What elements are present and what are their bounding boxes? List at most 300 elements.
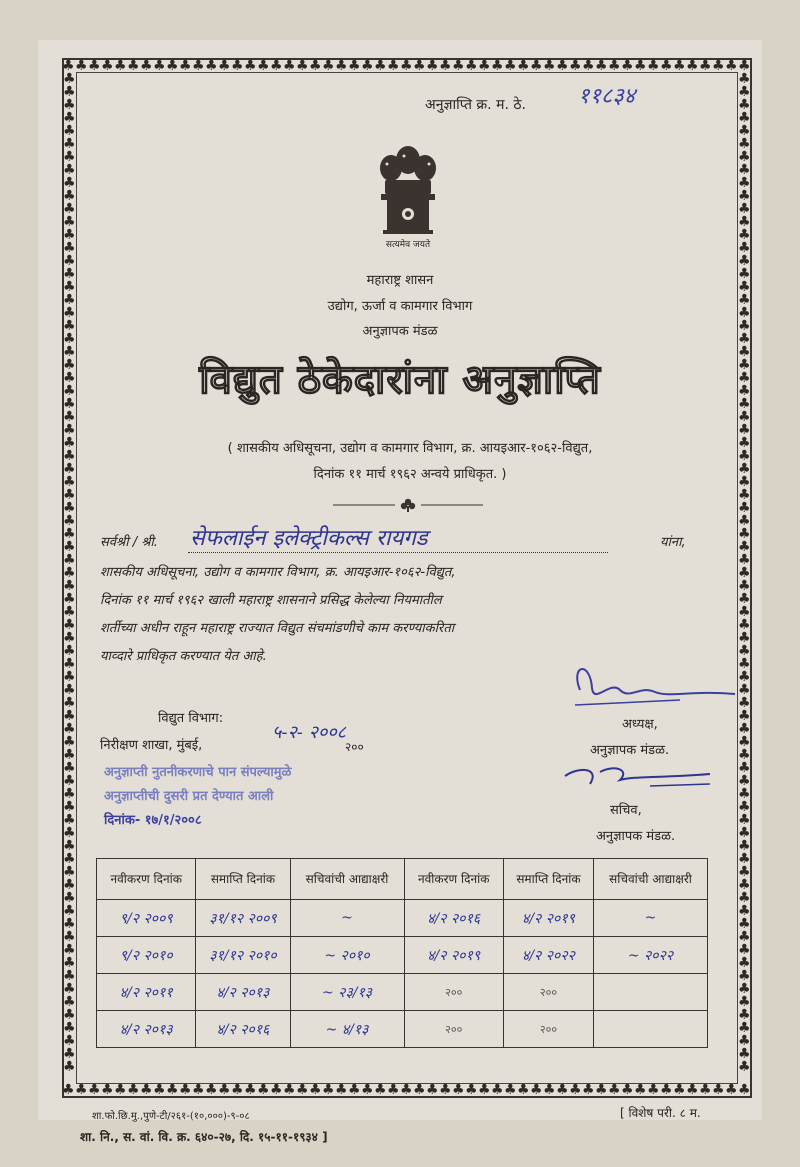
- border-ornament-icon: ♣: [335, 58, 348, 74]
- border-ornament-icon: ♣: [738, 630, 751, 646]
- border-ornament-icon: ♣: [452, 1082, 465, 1098]
- table-cell: ३१/१२ २००९: [196, 900, 290, 937]
- border-ornament-icon: ♣: [63, 71, 76, 87]
- border-ornament-icon: ♣: [738, 370, 751, 386]
- border-ornament-icon: ♣: [738, 162, 751, 178]
- body-line-3: दिनांक ११ मार्च १९६२ खाली महाराष्ट्र शासनाने प्रसिद्ध केलेल्या नियमातील: [100, 593, 442, 608]
- border-ornament-icon: ♣: [63, 552, 76, 568]
- border-ornament-icon: ♣: [504, 1082, 517, 1098]
- border-ornament-icon: ♣: [738, 513, 751, 529]
- border-ornament-icon: ♣: [127, 58, 140, 74]
- border-ornament-icon: ♣: [63, 890, 76, 906]
- border-ornament-icon: ♣: [270, 58, 283, 74]
- table-cell: ३१/१२ २०१०: [196, 937, 290, 974]
- border-ornament-icon: ♣: [361, 1082, 374, 1098]
- border-ornament-icon: ♣: [738, 604, 751, 620]
- border-ornament-icon: ♣: [348, 58, 361, 74]
- border-ornament-icon: ♣: [140, 58, 153, 74]
- col-secretary-initials-1: सचिवांची आद्याक्षरी: [290, 859, 404, 900]
- table-cell: ९/२ २०१०: [97, 937, 196, 974]
- body-line-4: शर्तीच्या अधीन राहून महाराष्ट्र राज्यात विद्युत संचमांडणीचे काम करण्याकरिता: [100, 621, 455, 636]
- border-ornament-icon: ♣: [543, 1082, 556, 1098]
- duplicate-stamp-line-2: अनुज्ञाप्तीची दुसरी प्रत देण्यात आली: [104, 789, 274, 804]
- border-ornament-icon: ♣: [530, 1082, 543, 1098]
- border-ornament-icon: ♣: [400, 1082, 413, 1098]
- border-ornament-icon: ♣: [738, 877, 751, 893]
- border-ornament-icon: ♣: [63, 903, 76, 919]
- secretary-organization: अनुज्ञापक मंडळ.: [596, 829, 676, 844]
- border-ornament-icon: ♣: [257, 58, 270, 74]
- border-ornament-icon: ♣: [63, 981, 76, 997]
- border-ornament-icon: ♣: [296, 58, 309, 74]
- border-ornament-icon: ♣: [63, 838, 76, 854]
- border-ornament-icon: ♣: [63, 695, 76, 711]
- border-ornament-icon: ♣: [738, 331, 751, 347]
- border-ornament-icon: ♣: [63, 773, 76, 789]
- border-ornament-icon: ♣: [699, 58, 712, 74]
- border-ornament-icon: ♣: [738, 916, 751, 932]
- club-divider-icon: [333, 498, 483, 512]
- col-renewal-date-2: नवीकरण दिनांक: [404, 859, 503, 900]
- border-ornament-icon: ♣: [426, 1082, 439, 1098]
- renewal-header-row: [97, 859, 708, 900]
- border-ornament-icon: ♣: [63, 1033, 76, 1049]
- border-ornament-icon: ♣: [63, 357, 76, 373]
- border-ornament-icon: ♣: [738, 344, 751, 360]
- border-ornament-icon: ♣: [556, 1082, 569, 1098]
- border-ornament-icon: ♣: [283, 1082, 296, 1098]
- border-ornament-icon: ♣: [218, 58, 231, 74]
- duplicate-stamp-line-1: अनुज्ञाप्ती नुतनीकरणाचे पान संपल्यामुळे: [104, 765, 292, 780]
- border-ornament-icon: ♣: [738, 578, 751, 594]
- border-ornament-icon: ♣: [63, 578, 76, 594]
- table-cell: ४/२ २०१३: [196, 974, 290, 1011]
- border-ornament-icon: ♣: [400, 58, 413, 74]
- border-ornament-icon: ♣: [517, 58, 530, 74]
- border-ornament-icon: ♣: [361, 58, 374, 74]
- border-ornament-icon: ♣: [296, 1082, 309, 1098]
- border-ornament-icon: ♣: [738, 747, 751, 763]
- border-ornament-icon: ♣: [738, 175, 751, 191]
- border-ornament-icon: ♣: [179, 58, 192, 74]
- table-cell: ४/२ २०१३: [97, 1011, 196, 1048]
- border-ornament-icon: ♣: [504, 58, 517, 74]
- border-ornament-icon: ♣: [387, 1082, 400, 1098]
- border-ornament-icon: ♣: [63, 994, 76, 1010]
- border-ornament-icon: ♣: [738, 643, 751, 659]
- table-cell: ४/२ २०११: [97, 974, 196, 1011]
- border-ornament-icon: ♣: [63, 435, 76, 451]
- border-ornament-icon: ♣: [63, 214, 76, 230]
- border-ornament-icon: ♣: [309, 1082, 322, 1098]
- border-ornament-icon: ♣: [63, 487, 76, 503]
- border-ornament-icon: ♣: [63, 929, 76, 945]
- table-row: [97, 974, 708, 1011]
- border-ornament-icon: ♣: [413, 58, 426, 74]
- border-ornament-icon: ♣: [738, 422, 751, 438]
- border-ornament-icon: ♣: [738, 123, 751, 139]
- border-ornament-icon: ♣: [738, 734, 751, 750]
- border-ornament-icon: ♣: [517, 1082, 530, 1098]
- border-ornament-icon: ♣: [738, 903, 751, 919]
- border-ornament-icon: ♣: [63, 682, 76, 698]
- border-ornament-icon: ♣: [543, 58, 556, 74]
- border-ornament-icon: ♣: [452, 58, 465, 74]
- issue-year-printed: २००: [345, 740, 364, 754]
- border-ornament-icon: ♣: [63, 110, 76, 126]
- border-ornament-icon: ♣: [140, 1082, 153, 1098]
- border-ornament-icon: ♣: [621, 1082, 634, 1098]
- border-ornament-icon: ♣: [101, 1082, 114, 1098]
- table-cell: ९/२ २००९: [97, 900, 196, 937]
- border-ornament-icon: ♣: [166, 1082, 179, 1098]
- license-number-value: ११८३४: [578, 84, 636, 109]
- border-ornament-icon: ♣: [530, 58, 543, 74]
- border-ornament-icon: ♣: [63, 175, 76, 191]
- issuer-department: विद्युत विभाग:: [158, 711, 224, 726]
- border-ornament-icon: ♣: [738, 786, 751, 802]
- footer-gazette-reference: शा. नि., स. वां. वि. क्र. ६४०-२७, दि. १५-११-१९३४ ]: [80, 1130, 328, 1144]
- border-ornament-icon: ♣: [738, 292, 751, 308]
- table-cell: ~: [290, 900, 404, 937]
- license-number-label: अनुज्ञाप्ति क्र. म. ठे.: [425, 97, 526, 113]
- header-board: अनुज्ञापक मंडळ: [362, 324, 438, 339]
- border-ornament-icon: ♣: [738, 305, 751, 321]
- border-ornament-icon: ♣: [63, 565, 76, 581]
- border-ornament-icon: ♣: [478, 58, 491, 74]
- border-ornament-icon: ♣: [63, 955, 76, 971]
- border-ornament-icon: ♣: [738, 526, 751, 542]
- chairman-title: अध्यक्ष,: [622, 717, 658, 732]
- issuer-office: निरीक्षण शाखा, मुंबई,: [100, 738, 203, 753]
- border-ornament-icon: ♣: [63, 279, 76, 295]
- border-ornament-icon: ♣: [374, 1082, 387, 1098]
- border-ornament-icon: ♣: [192, 1082, 205, 1098]
- border-ornament-icon: ♣: [595, 1082, 608, 1098]
- border-ornament-icon: ♣: [738, 149, 751, 165]
- certificate-title: विद्युत ठेकेदारांना अनुज्ञाप्ति: [199, 356, 601, 403]
- border-ornament-icon: ♣: [634, 1082, 647, 1098]
- border-ornament-icon: ♣: [686, 58, 699, 74]
- border-ornament-icon: ♣: [738, 864, 751, 880]
- border-ornament-icon: ♣: [569, 58, 582, 74]
- border-ornament-icon: ♣: [699, 1082, 712, 1098]
- border-ornament-icon: ♣: [335, 1082, 348, 1098]
- border-ornament-icon: ♣: [738, 812, 751, 828]
- border-ornament-icon: ♣: [63, 812, 76, 828]
- border-ornament-icon: ♣: [63, 591, 76, 607]
- table-cell: २००: [503, 974, 593, 1011]
- body-line-2: शासकीय अधिसूचना, उद्योग व कामगार विभाग, क्र. आयइआर-१०६२-विद्युत,: [100, 565, 456, 580]
- border-ornament-icon: ♣: [738, 708, 751, 724]
- border-ornament-icon: ♣: [63, 305, 76, 321]
- border-ornament-icon: ♣: [231, 58, 244, 74]
- border-ornament-icon: ♣: [647, 1082, 660, 1098]
- border-ornament-icon: ♣: [738, 474, 751, 490]
- licensee-name: सेफलाईन इलेक्ट्रीकल्स रायगड: [190, 526, 428, 551]
- border-ornament-icon: ♣: [63, 630, 76, 646]
- border-ornament-icon: ♣: [738, 227, 751, 243]
- border-ornament-icon: ♣: [63, 396, 76, 412]
- table-cell: ४/२ २०१६: [196, 1011, 290, 1048]
- border-ornament-icon: ♣: [63, 253, 76, 269]
- border-ornament-icon: ♣: [88, 58, 101, 74]
- border-ornament-icon: ♣: [63, 292, 76, 308]
- border-ornament-icon: ♣: [738, 539, 751, 555]
- border-ornament-icon: ♣: [63, 877, 76, 893]
- border-ornament-icon: ♣: [63, 1046, 76, 1062]
- border-ornament-icon: ♣: [63, 383, 76, 399]
- border-ornament-icon: ♣: [63, 786, 76, 802]
- border-ornament-icon: ♣: [738, 669, 751, 685]
- table-cell: ~ ४/१३: [290, 1011, 404, 1048]
- border-ornament-icon: ♣: [166, 58, 179, 74]
- border-ornament-icon: ♣: [63, 942, 76, 958]
- emblem-motto: सत्यमेव जयते: [385, 240, 431, 250]
- border-ornament-icon: ♣: [491, 58, 504, 74]
- border-ornament-icon: ♣: [413, 1082, 426, 1098]
- secretary-title: सचिव,: [610, 803, 642, 818]
- border-ornament-icon: ♣: [738, 1020, 751, 1036]
- border-ornament-icon: ♣: [63, 344, 76, 360]
- border-ornament-icon: ♣: [88, 1082, 101, 1098]
- border-ornament-icon: ♣: [439, 1082, 452, 1098]
- border-ornament-icon: ♣: [738, 721, 751, 737]
- border-ornament-icon: ♣: [738, 760, 751, 776]
- border-ornament-icon: ♣: [738, 318, 751, 334]
- chairman-organization: अनुज्ञापक मंडळ.: [590, 743, 670, 758]
- border-ornament-icon: ♣: [63, 266, 76, 282]
- border-ornament-icon: ♣: [686, 1082, 699, 1098]
- notification-line-1: ( शासकीय अधिसूचना, उद्योग व कामगार विभाग, क्र. आयइआर-१०६२-विद्युत,: [227, 441, 593, 456]
- border-ornament-icon: ♣: [309, 58, 322, 74]
- border-ornament-icon: ♣: [63, 448, 76, 464]
- border-ornament-icon: ♣: [491, 1082, 504, 1098]
- border-ornament-icon: ♣: [738, 968, 751, 984]
- border-ornament-icon: ♣: [63, 149, 76, 165]
- border-ornament-icon: ♣: [738, 357, 751, 373]
- body-line-5: याव्दारे प्राधिकृत करण्यात येत आहे.: [100, 649, 267, 664]
- border-ornament-icon: ♣: [63, 409, 76, 425]
- border-ornament-icon: ♣: [738, 461, 751, 477]
- table-cell: ४/२ २०१९: [503, 900, 593, 937]
- border-ornament-icon: ♣: [738, 695, 751, 711]
- border-ornament-icon: ♣: [63, 461, 76, 477]
- border-ornament-icon: ♣: [738, 890, 751, 906]
- border-ornament-icon: ♣: [738, 214, 751, 230]
- table-cell: [594, 1011, 708, 1048]
- border-ornament-icon: ♣: [62, 1082, 75, 1098]
- table-cell: २००: [503, 1011, 593, 1048]
- border-ornament-icon: ♣: [738, 929, 751, 945]
- border-ornament-icon: ♣: [738, 942, 751, 958]
- border-ornament-icon: ♣: [63, 968, 76, 984]
- border-ornament-icon: ♣: [244, 1082, 257, 1098]
- border-ornament-icon: ♣: [738, 1082, 751, 1098]
- border-ornament-icon: ♣: [738, 500, 751, 516]
- chairman-signature: [560, 660, 740, 720]
- table-cell: ~: [594, 900, 708, 937]
- border-ornament-icon: ♣: [322, 58, 335, 74]
- table-cell: ~ २०२२: [594, 937, 708, 974]
- border-ornament-icon: ♣: [63, 851, 76, 867]
- border-ornament-icon: ♣: [63, 201, 76, 217]
- border-ornament-icon: ♣: [738, 1007, 751, 1023]
- renewal-table: [96, 858, 708, 1048]
- border-ornament-icon: ♣: [63, 1059, 76, 1075]
- border-ornament-icon: ♣: [738, 1046, 751, 1062]
- border-ornament-icon: ♣: [205, 58, 218, 74]
- border-ornament-icon: ♣: [738, 240, 751, 256]
- border-ornament-icon: ♣: [63, 474, 76, 490]
- border-ornament-icon: ♣: [738, 591, 751, 607]
- border-ornament-icon: ♣: [63, 760, 76, 776]
- border-ornament-icon: ♣: [738, 396, 751, 412]
- border-ornament-icon: ♣: [63, 227, 76, 243]
- national-emblem-icon: [373, 138, 443, 248]
- border-ornament-icon: ♣: [647, 58, 660, 74]
- table-cell: २००: [404, 1011, 503, 1048]
- border-ornament-icon: ♣: [582, 58, 595, 74]
- border-ornament-icon: ♣: [439, 58, 452, 74]
- border-ornament-icon: ♣: [738, 110, 751, 126]
- border-ornament-icon: ♣: [63, 708, 76, 724]
- border-ornament-icon: ♣: [63, 617, 76, 633]
- border-ornament-icon: ♣: [738, 825, 751, 841]
- border-ornament-icon: ♣: [322, 1082, 335, 1098]
- table-cell: ~ २०१०: [290, 937, 404, 974]
- border-ornament-icon: ♣: [582, 1082, 595, 1098]
- border-ornament-icon: ♣: [127, 1082, 140, 1098]
- border-ornament-icon: ♣: [63, 656, 76, 672]
- border-ornament-icon: ♣: [63, 539, 76, 555]
- border-ornament-icon: ♣: [712, 1082, 725, 1098]
- col-expiry-date-1: समाप्ति दिनांक: [196, 859, 290, 900]
- border-ornament-icon: ♣: [673, 1082, 686, 1098]
- border-ornament-icon: ♣: [63, 643, 76, 659]
- col-renewal-date-1: नवीकरण दिनांक: [97, 859, 196, 900]
- border-ornament-icon: ♣: [63, 864, 76, 880]
- border-ornament-icon: ♣: [621, 58, 634, 74]
- border-ornament-icon: ♣: [738, 656, 751, 672]
- border-ornament-icon: ♣: [153, 58, 166, 74]
- border-ornament-icon: ♣: [63, 721, 76, 737]
- table-row: [97, 937, 708, 974]
- border-ornament-icon: ♣: [738, 84, 751, 100]
- licensee-suffix: यांना,: [660, 535, 686, 550]
- border-ornament-icon: ♣: [348, 1082, 361, 1098]
- border-ornament-icon: ♣: [63, 916, 76, 932]
- border-ornament-icon: ♣: [660, 58, 673, 74]
- table-cell: ४/२ २०२२: [503, 937, 593, 974]
- border-ornament-icon: ♣: [63, 422, 76, 438]
- border-ornament-icon: ♣: [465, 58, 478, 74]
- table-cell: २००: [404, 974, 503, 1011]
- border-ornament-icon: ♣: [738, 565, 751, 581]
- border-ornament-icon: ♣: [738, 682, 751, 698]
- border-ornament-icon: ♣: [673, 58, 686, 74]
- border-ornament-icon: ♣: [608, 58, 621, 74]
- border-ornament-icon: ♣: [738, 435, 751, 451]
- table-row: [97, 1011, 708, 1048]
- border-ornament-icon: ♣: [63, 799, 76, 815]
- table-cell: ४/२ २०१९: [404, 937, 503, 974]
- border-ornament-icon: ♣: [738, 409, 751, 425]
- licensee-prefix: सर्वश्री / श्री.: [100, 535, 158, 550]
- border-ornament-icon: ♣: [738, 773, 751, 789]
- border-ornament-icon: ♣: [153, 1082, 166, 1098]
- border-ornament-icon: ♣: [738, 487, 751, 503]
- border-ornament-icon: ♣: [634, 58, 647, 74]
- border-ornament-icon: ♣: [75, 1082, 88, 1098]
- border-ornament-icon: ♣: [63, 370, 76, 386]
- licensee-underline: [188, 552, 608, 553]
- border-ornament-icon: ♣: [738, 201, 751, 217]
- border-ornament-icon: ♣: [63, 734, 76, 750]
- border-ornament-icon: ♣: [63, 240, 76, 256]
- duplicate-stamp-date: दिनांक- १७/१/२००८: [104, 813, 202, 828]
- footer-print-line: शा.फो.छि.मु.,पुणे-टी/२६१-(१०,०००)-९-०८: [92, 1111, 250, 1122]
- header-government: महाराष्ट्र शासन: [366, 273, 434, 288]
- border-ornament-icon: ♣: [63, 123, 76, 139]
- border-ornament-icon: ♣: [738, 838, 751, 854]
- border-ornament-icon: ♣: [114, 1082, 127, 1098]
- border-ornament-icon: ♣: [63, 513, 76, 529]
- border-ornament-icon: ♣: [595, 58, 608, 74]
- border-ornament-icon: ♣: [63, 1020, 76, 1036]
- border-ornament-icon: ♣: [63, 500, 76, 516]
- border-ornament-icon: ♣: [244, 58, 257, 74]
- border-ornament-icon: ♣: [63, 526, 76, 542]
- border-ornament-icon: ♣: [63, 1007, 76, 1023]
- border-ornament-icon: ♣: [63, 825, 76, 841]
- border-ornament-icon: ♣: [387, 58, 400, 74]
- border-ornament-icon: ♣: [465, 1082, 478, 1098]
- notification-line-2: दिनांक ११ मार्च १९६२ अन्वये प्राधिकृत. ): [313, 467, 507, 482]
- issue-date: ५-२- २००८: [272, 722, 347, 743]
- border-ornament-icon: ♣: [63, 162, 76, 178]
- border-ornament-icon: ♣: [63, 331, 76, 347]
- border-ornament-icon: ♣: [712, 58, 725, 74]
- border-ornament-icon: ♣: [63, 747, 76, 763]
- border-ornament-icon: ♣: [283, 58, 296, 74]
- border-ornament-icon: ♣: [63, 669, 76, 685]
- border-ornament-icon: ♣: [114, 58, 127, 74]
- border-ornament-icon: ♣: [62, 58, 75, 74]
- border-ornament-icon: ♣: [63, 318, 76, 334]
- border-ornament-icon: ♣: [725, 58, 738, 74]
- border-ornament-icon: ♣: [738, 981, 751, 997]
- table-cell: ~ २३/१३: [290, 974, 404, 1011]
- border-ornament-icon: ♣: [660, 1082, 673, 1098]
- border-ornament-icon: ♣: [738, 1059, 751, 1075]
- notification-text: [100, 436, 720, 488]
- border-ornament-icon: ♣: [738, 58, 751, 74]
- border-ornament-icon: ♣: [738, 799, 751, 815]
- border-ornament-icon: ♣: [738, 266, 751, 282]
- table-cell: ४/२ २०१६: [404, 900, 503, 937]
- secretary-signature: [560, 756, 720, 796]
- border-ornament-icon: ♣: [738, 1033, 751, 1049]
- header-department: उद्योग, ऊर्जा व कामगार विभाग: [327, 299, 473, 314]
- border-ornament-icon: ♣: [738, 71, 751, 87]
- border-ornament-icon: ♣: [205, 1082, 218, 1098]
- border-ornament-icon: ♣: [608, 1082, 621, 1098]
- border-ornament-icon: ♣: [257, 1082, 270, 1098]
- border-ornament-icon: ♣: [192, 58, 205, 74]
- border-ornament-icon: ♣: [725, 1082, 738, 1098]
- border-ornament-icon: ♣: [738, 97, 751, 113]
